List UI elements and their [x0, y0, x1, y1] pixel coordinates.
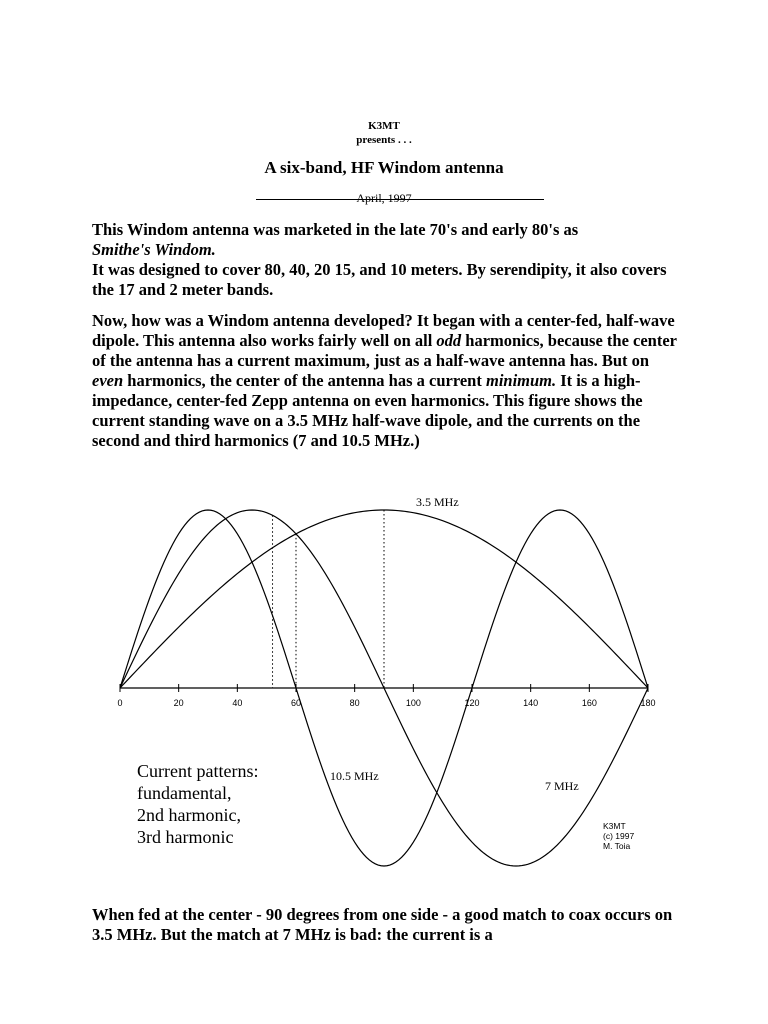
- x-tick-label: 0: [117, 698, 123, 708]
- credit-line: (c) 1997: [603, 831, 635, 841]
- author-name: K3MT: [368, 120, 400, 132]
- x-tick-label: 80: [349, 698, 360, 708]
- odd-word: odd: [436, 331, 462, 350]
- credit-line: M. Toia: [603, 841, 631, 851]
- legend-line: Current patterns:: [137, 761, 259, 781]
- dev-text-b: harmonics, because the center of the antenna has a current maximum, just as a half-wave antenna has. But on: [92, 331, 677, 370]
- dev-text-c: harmonics, the center of the antenna has a current: [127, 371, 482, 390]
- intro-paragraph: [92, 220, 682, 260]
- x-tick-label: 120: [464, 698, 480, 708]
- date-strike-rule: [256, 199, 544, 200]
- development-paragraph: [92, 311, 682, 451]
- bands-paragraph: It was designed to cover 80, 40, 20 15, and 10 meters. By serendipity, it also covers the 17 and 2 meter bands.: [92, 260, 667, 299]
- credit-line: K3MT: [603, 821, 626, 831]
- series-label: 10.5 MHz: [330, 769, 379, 783]
- series-label: 7 MHz: [545, 779, 579, 793]
- legend-line: 2nd harmonic,: [137, 805, 241, 825]
- legend-line: fundamental,: [137, 783, 232, 803]
- x-tick-label: 40: [232, 698, 243, 708]
- minimum-word: minimum.: [485, 371, 557, 390]
- presents-line: presents . . .: [356, 134, 412, 146]
- even-word: even: [92, 371, 124, 390]
- dev-text-d: It is a high-impedance, center-fed Zepp antenna on even harmonics. This figure shows the current standing wave on a 3.5 MHz half-wave dipole, and the currents on the second and third harmonics (7 and 10.5 MHz.): [92, 371, 643, 450]
- page-title: A six-band, HF Windom antenna: [264, 158, 504, 177]
- dev-text-a: Now, how was a Windom antenna developed? It began with a center-fed, half-wave dipole. This antenna also works fairly well on all: [92, 311, 675, 350]
- x-tick-label: 100: [405, 698, 421, 708]
- x-tick-label: 140: [523, 698, 539, 708]
- x-tick-label: 160: [581, 698, 597, 708]
- smithe-windom-name: Smithe's Windom.: [92, 240, 216, 259]
- intro-text: This Windom antenna was marketed in the late 70's and early 80's as: [92, 220, 579, 239]
- x-tick-label: 60: [290, 698, 302, 708]
- x-tick-label: 20: [173, 698, 184, 708]
- current-patterns-chart: [0, 480, 768, 880]
- series-label: 3.5 MHz: [416, 495, 459, 509]
- date-line: April, 1997: [356, 191, 412, 205]
- feed-paragraph: When fed at the center - 90 degrees from one side - a good match to coax occurs on 3.5 MHz. But the match at 7 MHz is bad: the current is a: [92, 905, 673, 944]
- x-tick-label: 180: [640, 698, 656, 708]
- legend-line: 3rd harmonic: [137, 827, 234, 847]
